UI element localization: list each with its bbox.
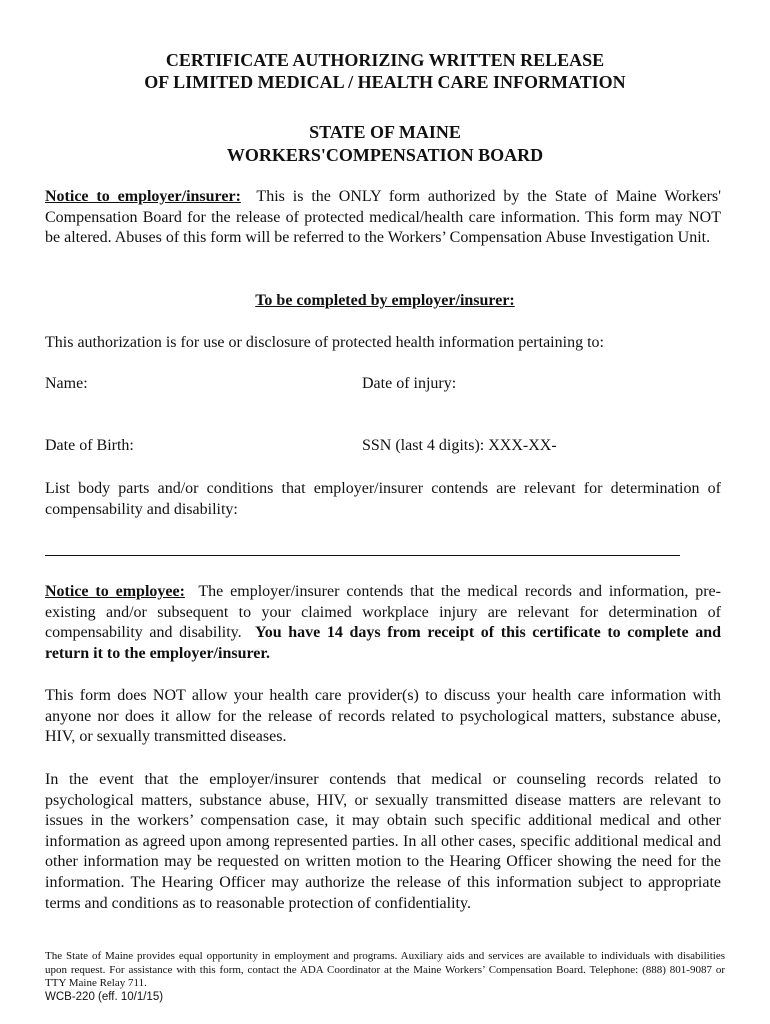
employer-notice-label: Notice to employer/insurer: xyxy=(45,188,241,205)
ssn-label: SSN (last 4 digits): XXX-XX- xyxy=(362,437,557,454)
board-heading: WORKERS'COMPENSATION BOARD xyxy=(226,145,544,165)
employer-notice-text: This is the ONLY form authorized by the State of Maine Workers' Compensation Board for the release of protected medical/health care information. This form may NOT be altered. Abuses of this form will be referred to the Workers’ Compensation Abuse Investigation Unit. xyxy=(45,188,722,247)
equal-opportunity-footer: The State of Maine provides equal opportunity in employment and programs. Auxiliary aids and services are available to individuals with disabilities upon request. For assistance with this form, contact the ADA Coordinator at the Maine Workers’ Compensation Board. Telephone: (888) 801-9087 or TTY Maine Relay 711. xyxy=(45,950,725,990)
document-title-line-2: OF LIMITED MEDICAL / HEALTH CARE INFORMATION xyxy=(144,72,626,92)
restriction-paragraph: This form does NOT allow your health care provider(s) to discuss your health care information with anyone nor does it allow for the release of records related to psychological matters, substance abuse, HIV, or sexually transmitted diseases. xyxy=(45,687,721,746)
document-title-line-1: CERTIFICATE AUTHORIZING WRITTEN RELEASE xyxy=(165,50,605,70)
employee-notice-text: The employer/insurer contends that the medical records and information, pre-existing and/or subsequent to your claimed workplace injury are relevant for determination of compensability and disability. xyxy=(45,583,721,642)
date-of-injury-label: Date of injury: xyxy=(362,375,457,392)
state-heading: STATE OF MAINE xyxy=(309,122,461,142)
employer-section-heading: To be completed by employer/insurer: xyxy=(255,292,515,309)
employee-deadline-text: You have 14 days from receipt of this certificate to complete and return it to the employer/insurer. xyxy=(45,624,722,662)
employee-notice-label: Notice to employee: xyxy=(45,583,185,600)
form-identifier: WCB-220 (eff. 10/1/15) xyxy=(45,991,164,1003)
date-of-birth-label: Date of Birth: xyxy=(45,437,134,454)
body-parts-instructions: List body parts and/or conditions that employer/insurer contends are relevant for determination of compensability and disability: xyxy=(45,480,721,518)
authorization-text: This authorization is for use or disclosure of protected health information pertaining to: xyxy=(45,334,604,351)
name-field-label: Name: xyxy=(45,375,88,392)
body-parts-entry-line xyxy=(45,555,680,556)
employee-notice xyxy=(45,582,721,664)
employer-notice xyxy=(45,187,721,249)
hearing-officer-paragraph: In the event that the employer/insurer contends that medical or counseling records related to psychological matters, substance abuse, HIV, or sexually transmitted disease matters are relevant to issues in the workers’ compensation case, it may obtain such specific additional medical and other information as agreed upon among represented parties. In all other cases, specific additional medical and other information may be requested on written motion to the Hearing Officer showing the need for the information. The Hearing Officer may authorize the release of this information subject to appropriate terms and conditions as to reasonable protection of confidentiality. xyxy=(45,771,721,912)
